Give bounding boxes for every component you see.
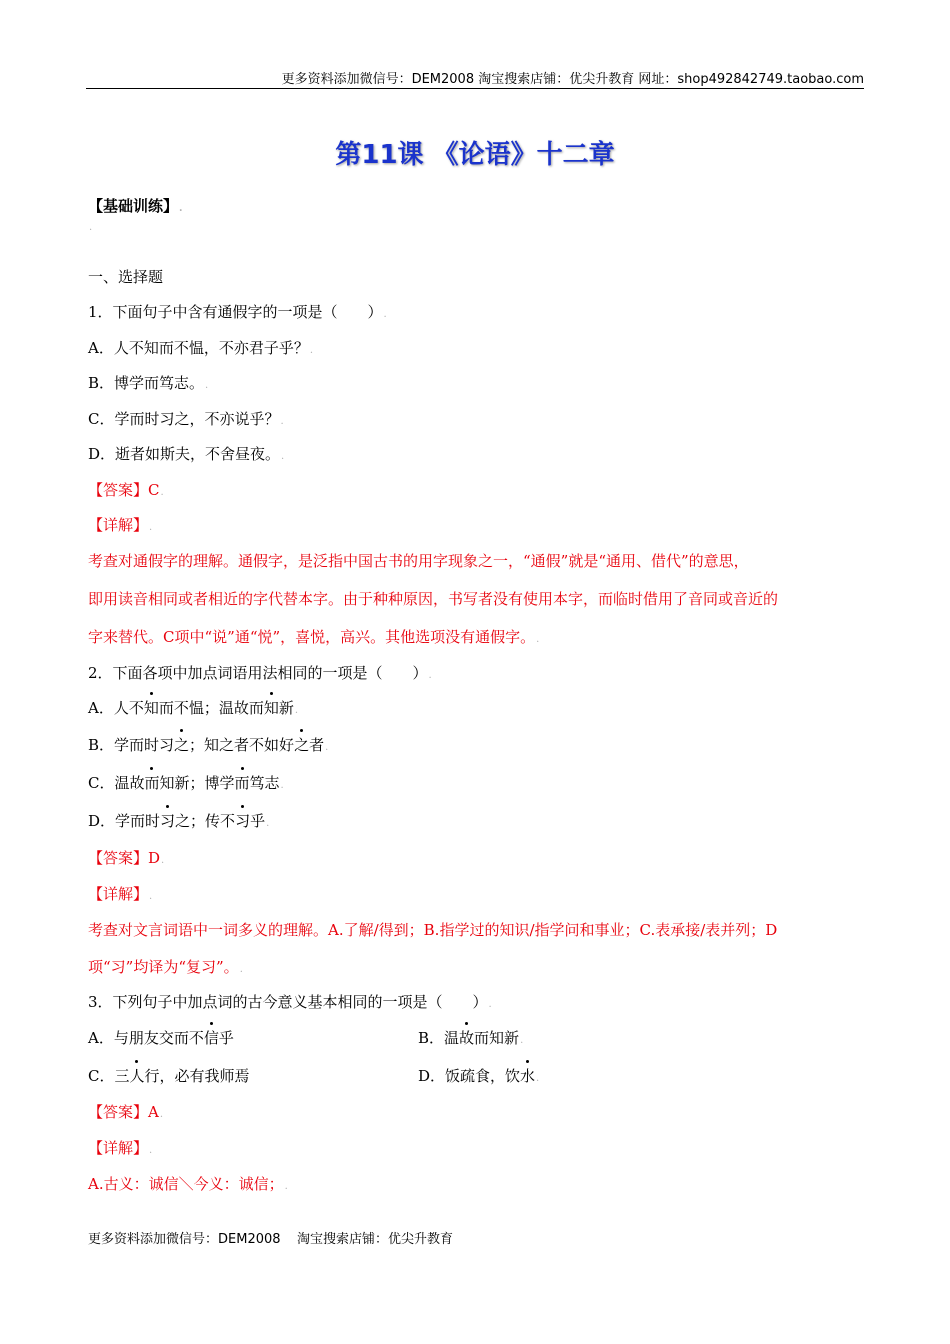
option-text: B．学而时习 [88,736,175,754]
empty-line [88,214,92,239]
paragraph-mark: . [239,964,243,975]
option-text: 乎 [250,812,266,830]
dotted-word: 知 [143,699,159,717]
paragraph-mark: . [280,780,284,791]
option-text: C．三 [88,1067,130,1085]
q3-option-b [418,1027,523,1052]
dotted-word: 之 [294,736,310,754]
paragraph-mark: . [161,855,165,866]
q1-option-d-text: D．逝者如斯夫，不舍昼夜。 [88,445,281,463]
q1-explanation-line: 即用读音相同或者相近的字代替本字。由于种种原因，书写者没有使用本字，而临时借用了音同或音近的 [88,590,779,608]
paragraph-mark: . [205,380,209,391]
dotted-word: 而 [234,774,250,792]
paragraph-mark: . [488,999,492,1010]
paragraph-mark: . [428,670,432,681]
q3-explanation-line [88,1173,288,1198]
section-label: 【基础训练】 [88,197,179,215]
q2-stem [88,662,432,687]
q2-explanation-text: 项“习”均译为“复习”。 [88,958,239,976]
option-text: 笃志 [249,774,280,792]
q1-stem-text: 1．下面句子中含有通假字的一项是（ ） [88,303,383,321]
q1-option-a-text: A．人不知而不愠，不亦君子乎？ [88,339,309,357]
header-divider [86,88,864,89]
q1-option-b-text: B．博学而笃志。 [88,374,205,392]
paragraph-mark: . [160,487,164,498]
q1-detail-tag [88,514,152,539]
option-text: 新 [278,699,294,717]
option-text: A．与朋友交而不 [88,1029,204,1047]
option-text: 乎 [218,1029,234,1047]
q2-option-b [88,734,328,759]
part-heading: 一、选择题 [88,268,164,286]
paragraph-mark: . [536,634,540,645]
paragraph-mark: . [159,1109,164,1120]
q1-explanation-line [88,626,539,651]
q3-stem [88,991,492,1016]
dotted-word: 而 [144,774,160,792]
option-text: 者 [309,736,325,754]
option-text: D．学而时 [88,812,161,830]
dotted-word: 习 [160,812,176,830]
paragraph-mark: . [89,222,93,233]
paragraph-mark: . [281,451,285,462]
paragraph-mark: . [383,309,387,320]
header-text: 更多资料添加微信号：DEM2008 淘宝搜索店铺：优尖升教育 网址：shop492842749.taobao.com [281,72,864,87]
q1-answer [88,479,164,504]
q3-option-a [88,1027,234,1049]
paragraph-mark: . [179,203,183,214]
q3-option-d [418,1065,539,1090]
paragraph-mark: . [520,1035,524,1046]
paragraph-mark: . [325,742,329,753]
q2-option-d [88,810,269,835]
detail-tag: 【详解】 [88,885,149,903]
q3-option-c [88,1065,250,1087]
q2-option-a [88,697,298,722]
q2-stem-text: 2．下面各项中加点词语用法相同的一项是（ ） [88,664,428,682]
paragraph-mark: . [149,891,153,902]
option-text: 知新；博学 [159,774,235,792]
q1-stem [88,301,387,326]
option-text: D．饭疏食，饮 [418,1067,521,1085]
option-text: 之；传不 [175,812,236,830]
paragraph-mark: . [280,416,284,427]
option-text: 而不愠；温故而 [158,699,264,717]
q2-explanation-line: 考查对文言词语中一词多义的理解。A.了解/得到；B.指学过的知识/指学问和事业；C.表承接/表并列；D [88,921,778,939]
paragraph-mark: . [536,1073,540,1084]
q1-option-d [88,443,284,468]
option-text: C．温故 [88,774,145,792]
option-text: A．人不 [88,699,144,717]
dotted-word: 之 [174,736,190,754]
answer-tag: 【答案】 [88,1103,149,1121]
q1-explanation-text: 字来替代。C项中“说”通“悦”，喜悦，高兴。其他选项没有通假字。 [88,628,536,646]
q2-answer [88,847,164,872]
dotted-word: 习 [235,812,251,830]
dotted-word: 水 [520,1067,536,1085]
paragraph-mark: . [294,705,299,716]
q1-answer-value: C [148,481,160,499]
section-heading [88,195,183,220]
option-text: ；知之者不如好 [189,736,295,754]
option-text: 而知新 [474,1029,520,1047]
option-text: 行，必有我师焉 [144,1067,250,1085]
dotted-word: 人 [129,1067,145,1085]
detail-tag: 【详解】 [88,516,149,534]
detail-tag: 【详解】 [88,1139,149,1157]
q1-option-c [88,408,284,433]
q2-option-c [88,772,284,797]
answer-tag: 【答案】 [88,849,149,867]
answer-tag: 【答案】 [88,481,149,499]
paragraph-mark: . [149,522,153,533]
q2-explanation-line [88,956,243,981]
q1-option-a [88,337,313,362]
paragraph-mark: . [266,818,270,829]
q2-detail-tag [88,883,152,908]
q3-answer-value: A [148,1103,159,1121]
q3-detail-tag [88,1137,152,1162]
page-title: 第11课 《论语》十二章 [335,140,615,170]
paragraph-mark: . [149,1145,153,1156]
paragraph-mark: . [309,345,314,356]
q2-answer-value: D [148,849,161,867]
q3-answer [88,1101,163,1126]
q1-option-c-text: C．学而时习之，不亦说乎？ [88,410,280,428]
q1-option-b [88,372,208,397]
dotted-word: 知 [263,699,279,717]
q1-explanation-line: 考查对通假字的理解。通假字，是泛指中国古书的用字现象之一，“通假”就是“通用、借代”的意思， [88,552,749,570]
q3-explanation-text: A.古义：诚信＼今义：诚信； [88,1175,284,1193]
q3-stem-text: 3．下列句子中加点词的古今意义基本相同的一项是（ ） [88,993,488,1011]
option-text: B．温 [418,1029,460,1047]
dotted-word: 故 [459,1029,475,1047]
paragraph-mark: . [284,1181,288,1192]
footer-text: 更多资料添加微信号：DEM2008 淘宝搜索店铺：优尖升教育 [88,1232,454,1247]
dotted-word: 信 [203,1029,219,1047]
